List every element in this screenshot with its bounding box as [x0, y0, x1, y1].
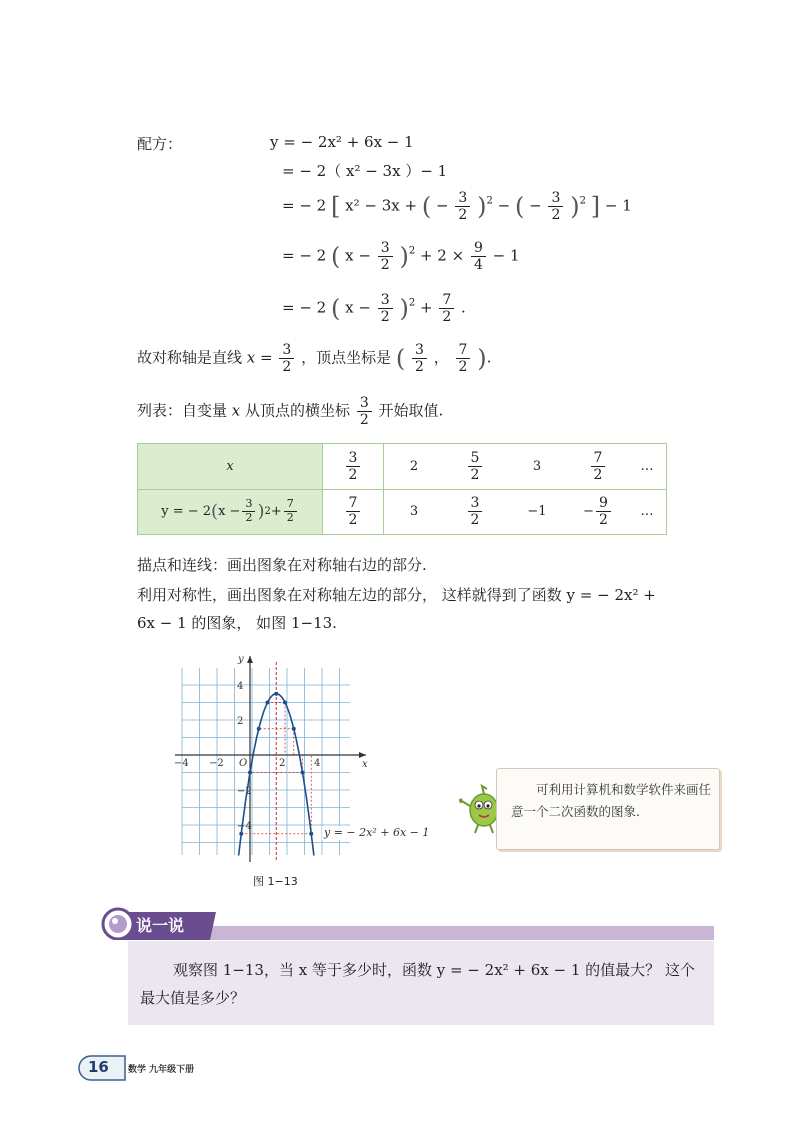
paragraph-symmetry: 利用对称性，画出图象在对称轴左边的部分， 这样就得到了函数 y = − 2x² + [137, 586, 656, 604]
book-title: 数学 九年级下册 [128, 1065, 195, 1075]
line5-part-a: = − 2 [282, 298, 327, 317]
figure-caption: 图 1−13 [253, 875, 298, 888]
paren-open: ( [514, 192, 525, 221]
data-point [248, 771, 252, 775]
x-axis-label: x [362, 759, 368, 770]
fraction: $\frac{7}{2}$ [439, 292, 454, 325]
curve-label: y = − 2x² + 6x − 1 [324, 826, 430, 839]
x-cell: $\frac{3}{2}$ [323, 444, 383, 489]
y-axis-arrow [247, 656, 253, 663]
y-cell: − $\frac{9}{2}$ [568, 489, 628, 534]
fraction: $\frac{3}{2}$ [378, 240, 393, 273]
derivation-line-5: = − 2 ( x − $\frac{3}{2}$ )$^2$ + $\frac{7}{2}$ . [282, 292, 466, 326]
intro-text-c: 从顶点的横坐标 [245, 401, 351, 420]
data-point [239, 832, 243, 836]
x-tick-label: 2 [279, 758, 286, 769]
fraction: $\frac{3}{2}$ [279, 342, 294, 375]
x-cell: 2 [409, 459, 419, 474]
fraction: $\frac{3}{2}$ [412, 342, 427, 375]
page-number: 16 [88, 1058, 109, 1076]
derivation-label: 配方： [137, 135, 183, 153]
line3-part-a: = − 2 [282, 196, 327, 215]
parabola-graph [170, 650, 450, 870]
fraction: $\frac{3}{2}$ [455, 190, 470, 223]
y-cell: −1 [527, 504, 547, 519]
y-cell: $\frac{3}{2}$ [444, 489, 506, 534]
paren-close: ) [477, 344, 487, 373]
y-tick-label: 2 [237, 716, 244, 727]
y-cell: $\frac{7}{2}$ [323, 489, 383, 534]
derivation-line-4: = − 2 ( x − $\frac{3}{2}$ )$^2$ + 2 × $\frac{9}{4}$ − 1 [282, 240, 520, 274]
line3-part-d: − [497, 196, 511, 215]
header-x: x [226, 459, 234, 474]
axis-text-a: 故对称轴是直线 [137, 348, 243, 367]
paragraph-plot: 描点和连线：画出图象在对称轴右边的部分. [137, 556, 427, 574]
axis-comma: ， [433, 348, 449, 367]
data-point [283, 701, 287, 705]
paren-open: ( [331, 294, 341, 323]
x-tick-label: −4 [174, 758, 189, 769]
tip-box [496, 768, 720, 850]
origin-label: O [239, 758, 248, 769]
x-cell: $\frac{7}{2}$ [568, 444, 628, 489]
x-cell: $\frac{5}{2}$ [444, 444, 506, 489]
fraction: $\frac{3}{2}$ [357, 395, 372, 428]
tip-text: 可利用计算机和数学软件来画任意一个二次函数的图象. [511, 782, 712, 819]
x-axis-arrow [359, 752, 366, 758]
data-point [309, 832, 313, 836]
say-text: 观察图 1−13，当 x 等于多少时，函数 y = − 2x² + 6x − 1 的值最大？ 这个最大值是多少？ [140, 961, 695, 1007]
line3-part-c2: − [529, 196, 542, 215]
line5-part-d: . [461, 298, 466, 317]
paren-close: ) [399, 294, 409, 323]
line3-part-c: − [436, 196, 449, 215]
table-intro [137, 395, 443, 428]
axis-end: . [486, 348, 492, 367]
say-title: 说一说 [136, 916, 185, 935]
data-point [266, 701, 270, 705]
bracket-open: [ [331, 192, 341, 221]
y-tick-label: −4 [237, 821, 252, 832]
line4-part-b: x − [345, 246, 371, 265]
paren-open: ( [395, 344, 406, 373]
axis-text-b: x = [246, 348, 273, 367]
x-tick-label: −2 [209, 758, 224, 769]
value-table [137, 443, 667, 535]
paren-close: ) [570, 192, 580, 221]
y-tick-label: −2 [237, 786, 252, 797]
fraction: $\frac{3}{2}$ [548, 190, 563, 223]
derivation-line-3: = − 2 [ x² − 3x + ( − $\frac{3}{2}$ )$^2$ − ( − $\frac{3}{2}$ )$^2$ ] − 1 [282, 190, 632, 224]
y-cell-ellipsis: … [640, 504, 654, 519]
data-point [292, 727, 296, 731]
paren-open: ( [421, 192, 432, 221]
y-axis-label: y [238, 654, 244, 665]
line5-part-b: x − [345, 298, 371, 317]
data-point [274, 692, 278, 696]
fraction: $\frac{9}{4}$ [471, 240, 486, 273]
bracket-close: ] [590, 192, 601, 221]
say-banner [98, 906, 714, 940]
paren-close: ) [477, 192, 487, 221]
line3-part-b: x² − 3x + [345, 196, 418, 215]
x-cell-ellipsis: … [640, 459, 654, 474]
line5-part-c: + [419, 298, 433, 317]
line4-part-c: + 2 × [419, 246, 465, 265]
paren-close: ) [399, 242, 409, 271]
line4-part-a: = − 2 [282, 246, 327, 265]
fraction: $\frac{7}{2}$ [456, 342, 471, 375]
header-y: y = − 2 ( x − $\frac{3}{2}$ ) 2 + $\frac{7}{2}$ [138, 489, 322, 534]
x-cell: 3 [532, 459, 542, 474]
paragraph-figure-ref: 6x − 1 的图象， 如图 1−13. [137, 614, 337, 632]
data-point [257, 727, 261, 731]
data-point [301, 771, 305, 775]
line3-part-e: − 1 [604, 196, 632, 215]
fraction: $\frac{3}{2}$ [378, 292, 393, 325]
intro-var-x: x [231, 401, 241, 420]
paren-open: ( [331, 242, 341, 271]
y-tick-label: 4 [237, 681, 244, 692]
line4-part-d: − 1 [492, 246, 520, 265]
axis-text-c: ，顶点坐标是 [301, 348, 392, 367]
intro-text-d: 开始取值. [378, 401, 444, 420]
y-cell: 3 [409, 504, 419, 519]
derivation-line-1: y = − 2x² + 6x − 1 [270, 133, 414, 151]
intro-text-a: 列表：自变量 [137, 401, 228, 420]
axis-sentence [137, 342, 491, 375]
derivation-line-2: = − 2（ x² − 3x ）− 1 [282, 162, 448, 180]
x-tick-label: 4 [314, 758, 321, 769]
